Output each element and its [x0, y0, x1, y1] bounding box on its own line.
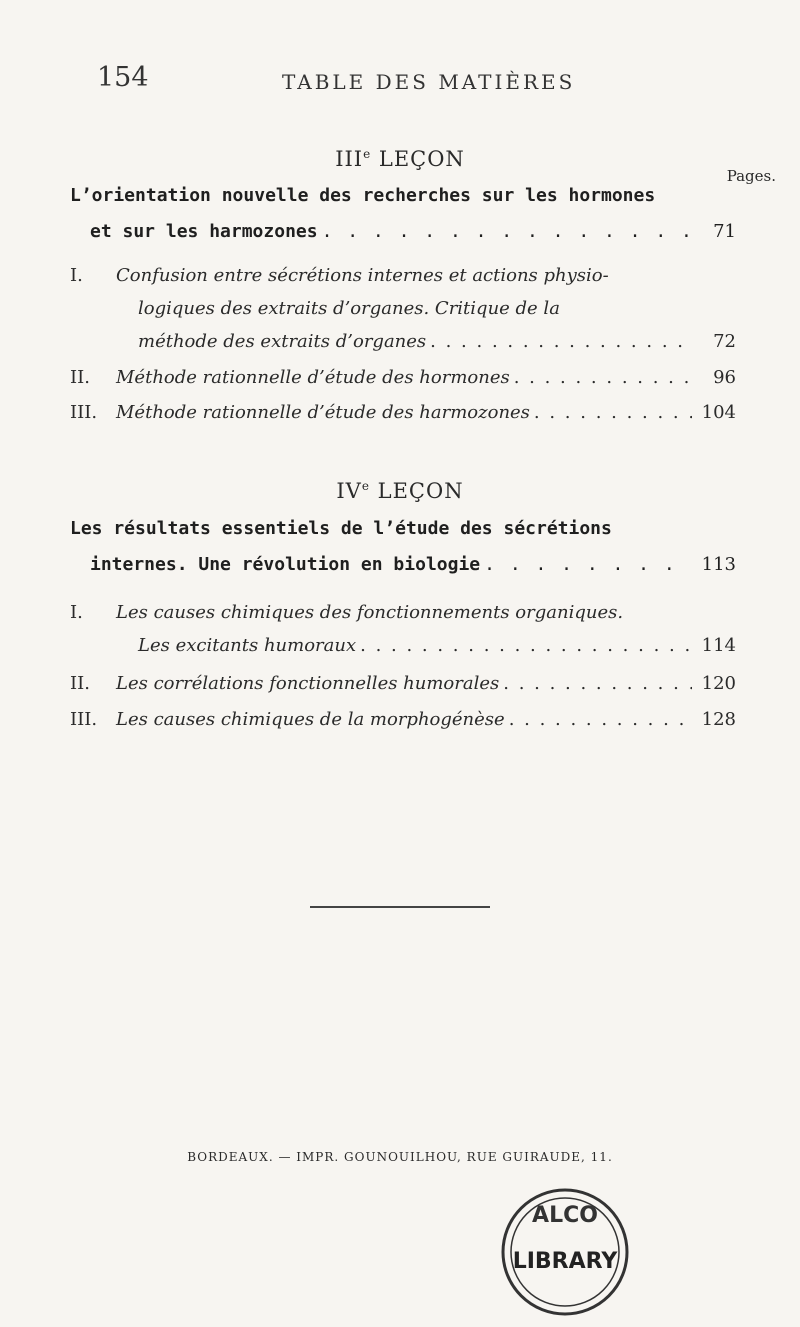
lecon-4-heading-line1: Les résultats essentiels de l’étude des sécrétions [70, 518, 612, 539]
lecon-3-numeral: III [335, 147, 364, 171]
toc-entry [70, 667, 736, 700]
lecon-4-sup: e [361, 479, 370, 493]
entry-number: III. [70, 402, 98, 423]
toc-entry [70, 361, 736, 394]
entry-text: Les causes chimiques des fonctionnements organiques. [116, 602, 624, 623]
printer-imprint: BORDEAUX. — IMPR. GOUNOUILHOU, RUE GUIRAUDE, 11. [187, 1150, 613, 1164]
running-title: TABLE DES MATIÈRES [282, 70, 576, 94]
entry-text: méthode des extraits d’organes [138, 331, 427, 352]
stamp-middle-text: LIBRARY [512, 1249, 618, 1274]
entry-text: Méthode rationnelle d’étude des harmozones [116, 402, 530, 423]
entry-number: I. [70, 265, 83, 286]
lecon-3-heading [70, 178, 736, 250]
entry-number: II. [70, 673, 90, 694]
lecon-3-heading-page: 71 [713, 221, 736, 242]
lecon-4-word: LEÇON [377, 479, 464, 503]
entry-text: Les causes chimiques de la morphogénèse [116, 709, 505, 730]
toc-entry [70, 596, 736, 662]
divider-rule [310, 906, 490, 908]
lecon-3-heading-line1: L’orientation nouvelle des recherches sur les hormones [70, 185, 656, 206]
entry-number: II. [70, 367, 90, 388]
entry-text: Confusion entre sécrétions internes et actions physio- [116, 265, 609, 286]
entry-text: Méthode rationnelle d’étude des hormones [116, 367, 510, 388]
lecon-3-heading-line2: et sur les harmozones [90, 221, 318, 242]
entry-page: 120 [701, 673, 736, 694]
stamp-top-text: ALCO [532, 1203, 598, 1228]
lecon-3-word: LEÇON [378, 147, 465, 171]
lecon-4-heading-line2: internes. Une révolution en biologie [90, 554, 481, 575]
running-header [0, 62, 800, 102]
library-stamp [495, 1172, 635, 1322]
entry-page: 72 [713, 331, 736, 352]
lecon-3-title [0, 147, 800, 171]
entry-page: 104 [701, 402, 736, 423]
entry-page: 114 [701, 635, 736, 656]
page-number: 154 [97, 62, 149, 93]
lecon-4-numeral: IV [336, 479, 362, 503]
entry-page: 128 [701, 709, 736, 730]
lecon-4-heading-page: 113 [701, 554, 736, 575]
lecon-3-sup: e [363, 147, 372, 161]
entry-text: Les excitants humoraux [138, 635, 357, 656]
lecon-4-title [0, 479, 800, 503]
entry-page: 96 [713, 367, 736, 388]
toc-entry [70, 703, 736, 736]
entry-number: III. [70, 709, 98, 730]
lecon-4-heading [70, 511, 736, 583]
entry-text: logiques des extraits d’organes. Critique de la [138, 298, 560, 319]
toc-entry [70, 259, 736, 358]
pages-label: Pages. [726, 167, 776, 185]
toc-entry [70, 396, 736, 429]
entry-text: Les corrélations fonctionnelles humorales [116, 673, 500, 694]
entry-number: I. [70, 602, 83, 623]
